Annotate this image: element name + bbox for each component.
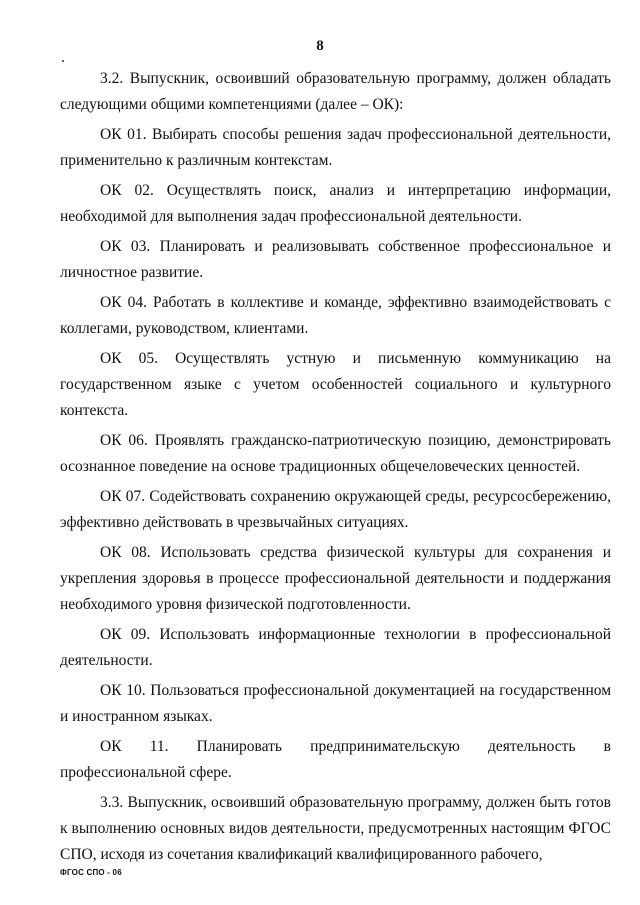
paragraph-ok-09: ОК 09. Использовать информационные технологии в профессиональной деятельности.: [60, 626, 611, 669]
paragraph-ok-08: ОК 08. Использовать средства физической культуры для сохранения и укрепления здоровья в процессе профессиональной деятельности и поддержания необходимого уровня физической подготовленности.: [60, 544, 611, 613]
paragraph-3-2: 3.2. Выпускник, освоивший образовательную программу, должен обладать следующими общими компетенциями (далее – ОК):: [60, 70, 611, 113]
paragraph-ok-10: ОК 10. Пользоваться профессиональной документацией на государственном и иностранном языках.: [60, 682, 611, 725]
page-body: [60, 66, 611, 872]
paragraph-ok-06: ОК 06. Проявлять гражданско-патриотическую позицию, демонстрировать осознанное поведение на основе традиционных общечеловеческих ценностей.: [60, 432, 611, 475]
paragraph-ok-01: ОК 01. Выбирать способы решения задач профессиональной деятельности, применительно к различным контекстам.: [60, 126, 611, 169]
paragraph-ok-07: ОК 07. Содействовать сохранению окружающей среды, ресурсосбережению, эффективно действовать в чрезвычайных ситуациях.: [60, 488, 611, 531]
paragraph-ok-02: ОК 02. Осуществлять поиск, анализ и интерпретацию информации, необходимой для выполнения задач профессиональной деятельности.: [60, 182, 611, 225]
footer-doc-code: ФГОС СПО - 06: [60, 868, 122, 877]
paragraph-ok-03: ОК 03. Планировать и реализовывать собственное профессиональное и личностное развитие.: [60, 238, 611, 281]
paragraph-3-3: 3.3. Выпускник, освоивший образовательную программу, должен быть готов к выполнению основных видов деятельности, предусмотренных настоящим ФГОС СПО, исходя из сочетания квалификаций квалифицированного рабочего,: [60, 794, 611, 863]
scan-speck: [62, 60, 64, 62]
paragraph-ok-11: ОК 11. Планировать предпринимательскую деятельность в профессиональной сфере.: [60, 738, 611, 781]
page-number: 8: [316, 38, 324, 54]
paragraph-ok-04: ОК 04. Работать в коллективе и команде, эффективно взаимодействовать с коллегами, руководством, клиентами.: [60, 294, 611, 337]
paragraph-ok-05: ОК 05. Осуществлять устную и письменную коммуникацию на государственном языке с учетом особенностей социального и культурного контекста.: [60, 350, 611, 419]
